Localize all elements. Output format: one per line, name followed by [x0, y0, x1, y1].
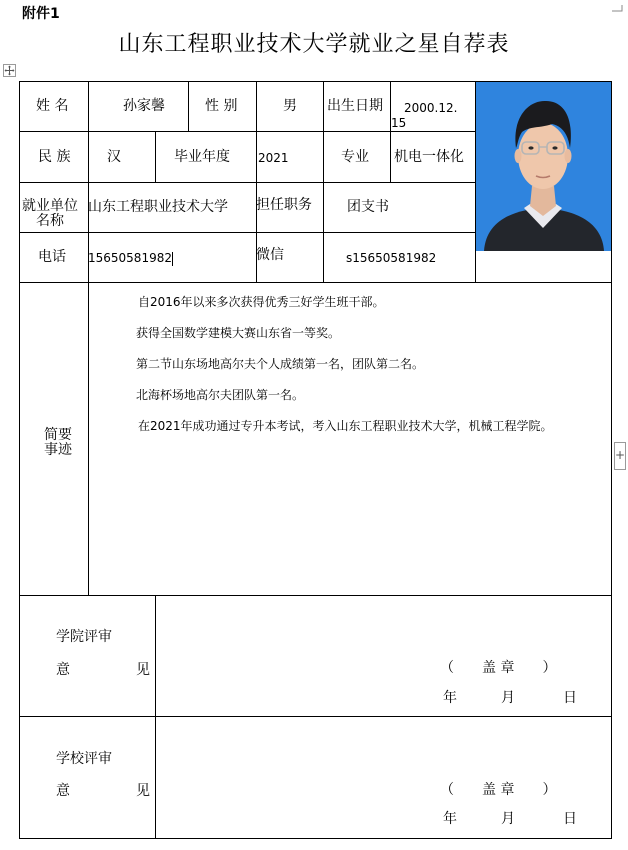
college-date-day: 日 [563, 690, 577, 706]
major-label: 专业 [341, 149, 369, 165]
school-review-label: 学校评审 [56, 751, 112, 767]
major-value[interactable]: 机电一体化 [394, 149, 464, 165]
plus-icon[interactable]: + [614, 442, 626, 470]
phone-label: 电话 [38, 249, 66, 265]
college-review-label-a: 意 [56, 662, 70, 678]
phone-value[interactable] [88, 251, 173, 266]
school-review-label-a: 意 [56, 783, 70, 799]
name-value[interactable]: 孙家馨 [123, 98, 165, 114]
phone-value-text: 15650581982 [88, 251, 172, 265]
text-cursor [172, 252, 173, 266]
college-date-month: 月 [501, 690, 515, 706]
school-review-label-b: 见 [136, 783, 150, 799]
birth-value-line2[interactable]: 15 [391, 116, 407, 130]
employer-label-line2: 名称 [36, 213, 64, 229]
move-icon[interactable] [3, 64, 16, 77]
school-date-day: 日 [563, 811, 577, 827]
grad-year-value[interactable]: 2021 [258, 151, 289, 165]
page-title: 山东工程职业技术大学就业之星自荐表 [118, 32, 510, 57]
applicant-photo [476, 82, 611, 251]
school-date-year: 年 [443, 811, 457, 827]
employer-label-line1: 就业单位 [22, 198, 78, 214]
summary-line-1[interactable]: 自2016年以来多次获得优秀三好学生班干部。 [138, 295, 385, 309]
wechat-label: 微信 [256, 247, 284, 263]
annex-label: 附件1 [22, 6, 60, 22]
name-label: 姓 名 [36, 98, 69, 114]
position-label: 担任职务 [256, 197, 312, 213]
employer-value[interactable]: 山东工程职业技术大学 [88, 199, 228, 215]
college-date-year: 年 [443, 690, 457, 706]
college-review-label-b: 见 [136, 662, 150, 678]
corner-mark [612, 0, 626, 10]
school-seal: （ 盖 章 ） [440, 782, 557, 798]
gender-label: 性 别 [205, 98, 238, 114]
ethnicity-label: 民 族 [38, 149, 71, 165]
summary-line-5[interactable]: 在2021年成功通过专升本考试，考入山东工程职业技术大学，机械工程学院。 [138, 419, 553, 433]
wechat-value[interactable]: s15650581982 [346, 251, 437, 265]
birth-label: 出生日期 [327, 98, 383, 114]
position-value[interactable]: 团支书 [347, 199, 389, 215]
ethnicity-value[interactable]: 汉 [107, 149, 121, 165]
summary-label: 简要事迹 [44, 427, 72, 458]
grad-year-label: 毕业年度 [174, 149, 230, 165]
gender-value[interactable]: 男 [283, 98, 297, 114]
summary-line-3[interactable]: 第二节山东场地高尔夫个人成绩第一名，团队第二名。 [136, 357, 425, 371]
summary-line-4[interactable]: 北海杯场地高尔夫团队第一名。 [136, 388, 305, 402]
college-review-label: 学院评审 [56, 629, 112, 645]
school-date-month: 月 [501, 811, 515, 827]
college-seal: （ 盖 章 ） [440, 660, 557, 676]
birth-value-line1[interactable]: 2000.12. [404, 101, 458, 115]
summary-line-2[interactable]: 获得全国数学建模大赛山东省一等奖。 [136, 326, 341, 340]
